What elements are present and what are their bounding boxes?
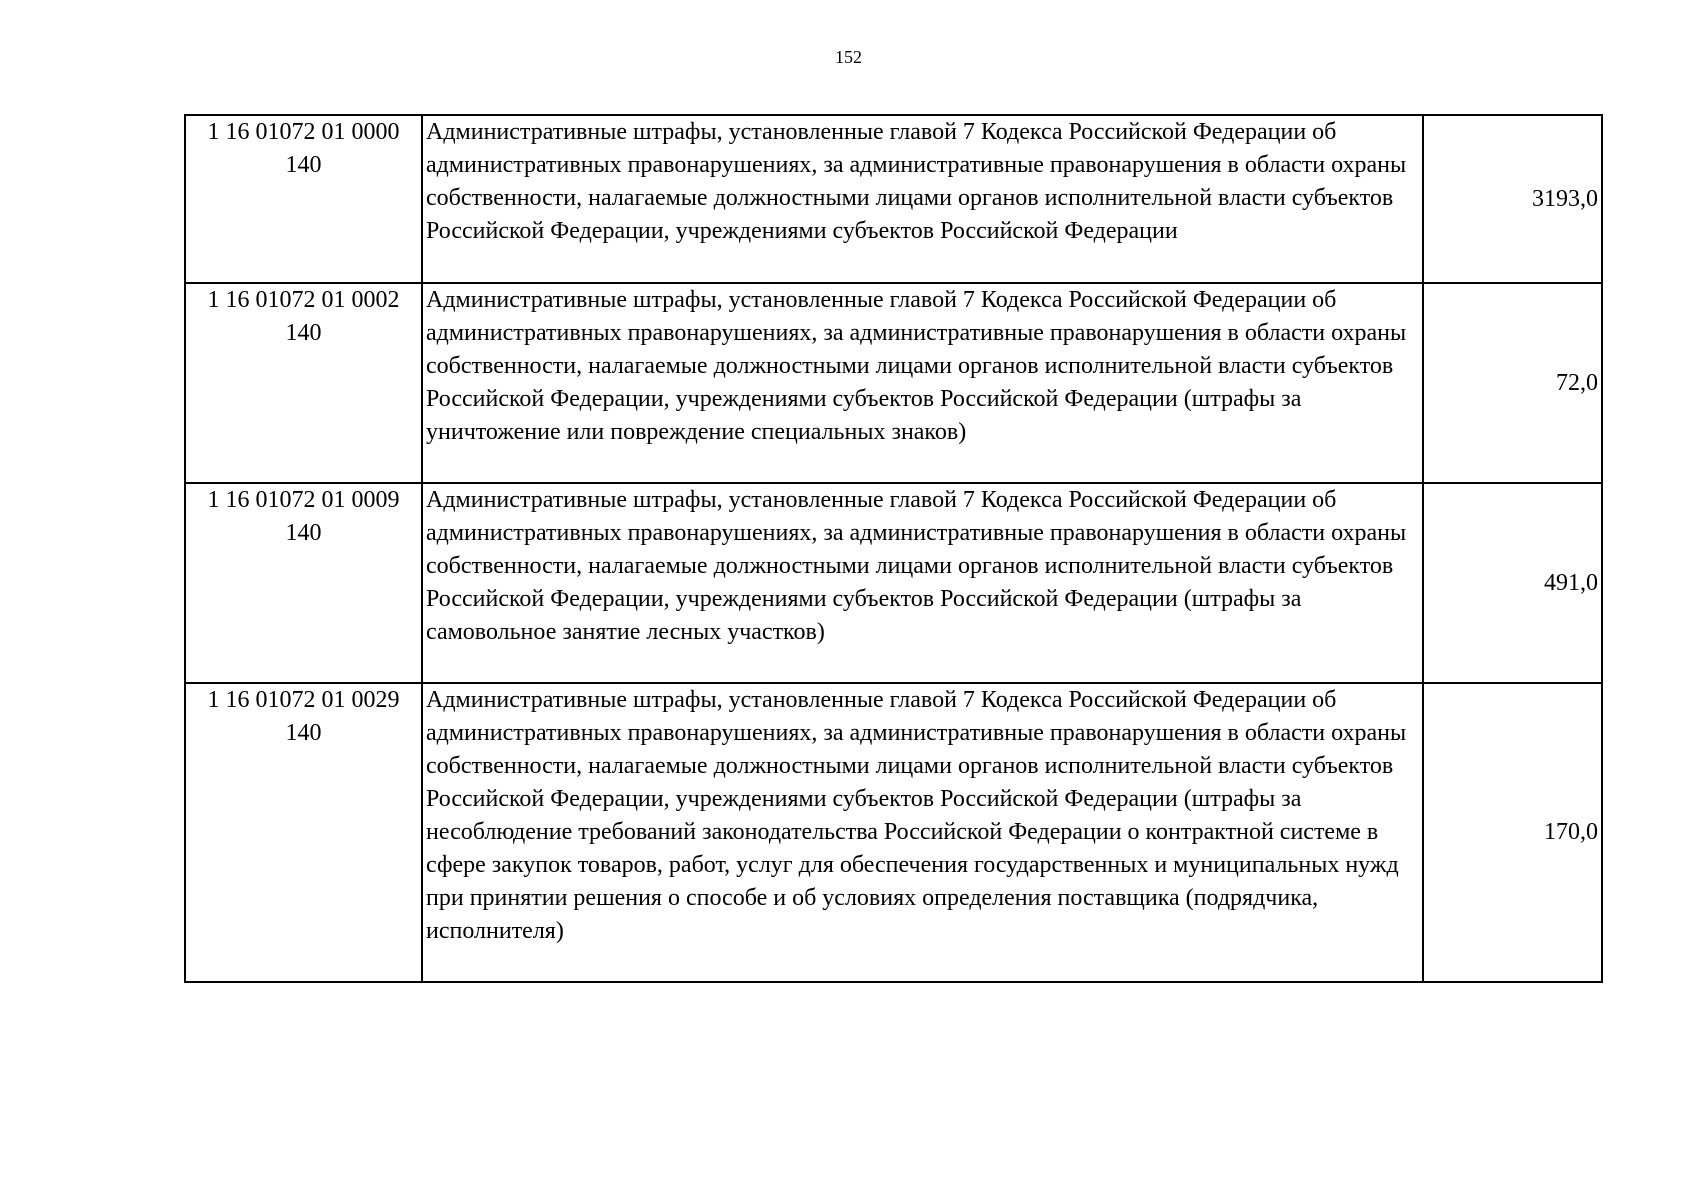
table-row bbox=[185, 683, 1602, 982]
budget-code: 1 16 01072 01 0009 bbox=[207, 487, 400, 513]
budget-code-suffix: 140 bbox=[285, 320, 322, 346]
amount-cell: 491,0 bbox=[1423, 483, 1602, 683]
budget-code-suffix: 140 bbox=[285, 720, 322, 746]
table-row bbox=[185, 283, 1602, 483]
description-cell: Административные штрафы, установленные главой 7 Кодекса Российской Федерации об административных правонарушениях, за административные правонарушения в области охраны собственности, налагаемые должностными лицами органов исполнительной власти субъектов Российской Федерации, учреждениями субъектов Российской Федерации (штрафы за уничтожение или повреждение специальных знаков) bbox=[422, 283, 1423, 483]
description-cell: Административные штрафы, установленные главой 7 Кодекса Российской Федерации об административных правонарушениях, за административные правонарушения в области охраны собственности, налагаемые должностными лицами органов исполнительной власти субъектов Российской Федерации, учреждениями субъектов Российской Федерации bbox=[422, 115, 1423, 283]
table-row bbox=[185, 483, 1602, 683]
amount-cell: 3193,0 bbox=[1423, 115, 1602, 283]
budget-code-suffix: 140 bbox=[285, 152, 322, 178]
budget-code: 1 16 01072 01 0002 bbox=[207, 287, 400, 313]
amount-cell: 170,0 bbox=[1423, 683, 1602, 982]
budget-code-suffix: 140 bbox=[285, 520, 322, 546]
budget-code: 1 16 01072 01 0000 bbox=[207, 119, 400, 145]
page-number: 152 bbox=[835, 47, 862, 67]
budget-code-cell bbox=[185, 283, 422, 483]
description-cell: Административные штрафы, установленные главой 7 Кодекса Российской Федерации об административных правонарушениях, за административные правонарушения в области охраны собственности, налагаемые должностными лицами органов исполнительной власти субъектов Российской Федерации, учреждениями субъектов Российской Федерации (штрафы за несоблюдение требований законодательства Российской Федерации о контрактной системе в сфере закупок товаров, работ, услуг для обеспечения государственных и муниципальных нужд при принятии решения о способе и об условиях определения поставщика (подрядчика, исполнителя) bbox=[422, 683, 1423, 982]
revenue-table bbox=[184, 114, 1603, 983]
budget-code-cell bbox=[185, 483, 422, 683]
table-row bbox=[185, 115, 1602, 283]
budget-code-cell bbox=[185, 115, 422, 283]
budget-code-cell bbox=[185, 683, 422, 982]
description-cell: Административные штрафы, установленные главой 7 Кодекса Российской Федерации об административных правонарушениях, за административные правонарушения в области охраны собственности, налагаемые должностными лицами органов исполнительной власти субъектов Российской Федерации, учреждениями субъектов Российской Федерации (штрафы за самовольное занятие лесных участков) bbox=[422, 483, 1423, 683]
budget-code: 1 16 01072 01 0029 bbox=[207, 687, 400, 713]
amount-cell: 72,0 bbox=[1423, 283, 1602, 483]
